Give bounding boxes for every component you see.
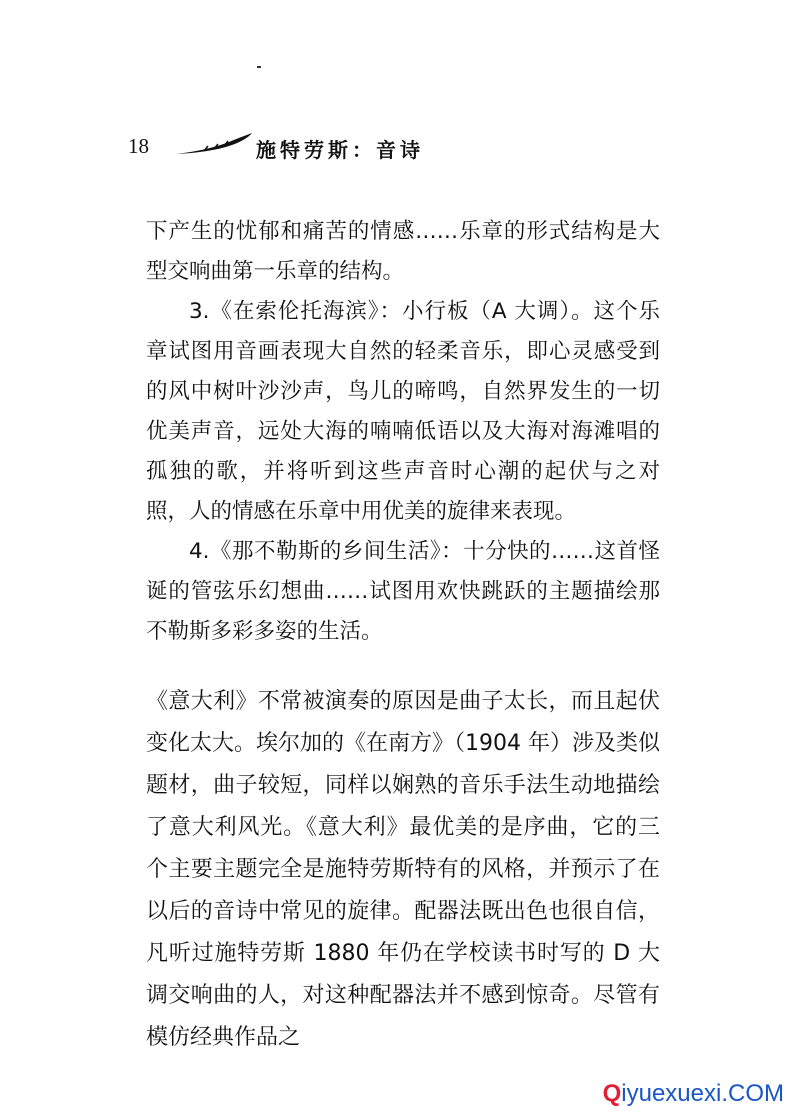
quote-paragraph-3: 4.《那不勒斯的乡间生活》：十分快的……这首怪诞的管弦乐幻想曲……试图用欢快跳跃的主题描绘那不勒斯多彩多姿的生活。 — [146, 539, 660, 644]
quoted-program-notes — [146, 212, 660, 652]
quill-ornament-icon — [174, 132, 254, 158]
running-title: 施特劳斯：音诗 — [256, 138, 424, 162]
quote-paragraph-2: 3.《在索伦托海滨》：小行板（A 大调）。这个乐章试图用音画表现大自然的轻柔音乐，即心灵感受到的风中树叶沙沙声，鸟儿的啼鸣，自然界发生的一切优美声音，远处大海的喃喃低语以及大海对海滩唱的孤独的歌，并将听到这些声音时心潮的起伏与之对照，人的情感在乐章中用优美的旋律来表现。 — [146, 299, 660, 524]
page-header — [128, 132, 428, 162]
quote-paragraph-1: 下产生的忧郁和痛苦的情感……乐章的形式结构是大型交响曲第一乐章的结构。 — [146, 219, 660, 284]
site-watermark — [603, 1080, 784, 1108]
body-text — [146, 681, 660, 1059]
body-paragraph: 《意大利》不常被演奏的原因是曲子太长，而且起伏变化太大。埃尔加的《在南方》（1904 年）涉及类似题材，曲子较短，同样以娴熟的音乐手法生动地描绘了意大利风光。《意大利》最优美的是序曲，它的三个主要主题完全是施特劳斯特有的风格，并预示了在以后的音诗中常见的旋律。配器法既出色也很自信，凡听过施特劳斯 1880 年仍在学校读书时写的 D 大调交响曲的人，对这种配器法并不感到惊奇。尽管有模仿经典作品之 — [146, 689, 660, 1050]
scan-speck — [257, 66, 261, 68]
watermark-q: Q — [602, 1080, 622, 1107]
page-number: 18 — [128, 134, 149, 158]
watermark-domain: iyuexuexi.COM — [621, 1080, 784, 1107]
